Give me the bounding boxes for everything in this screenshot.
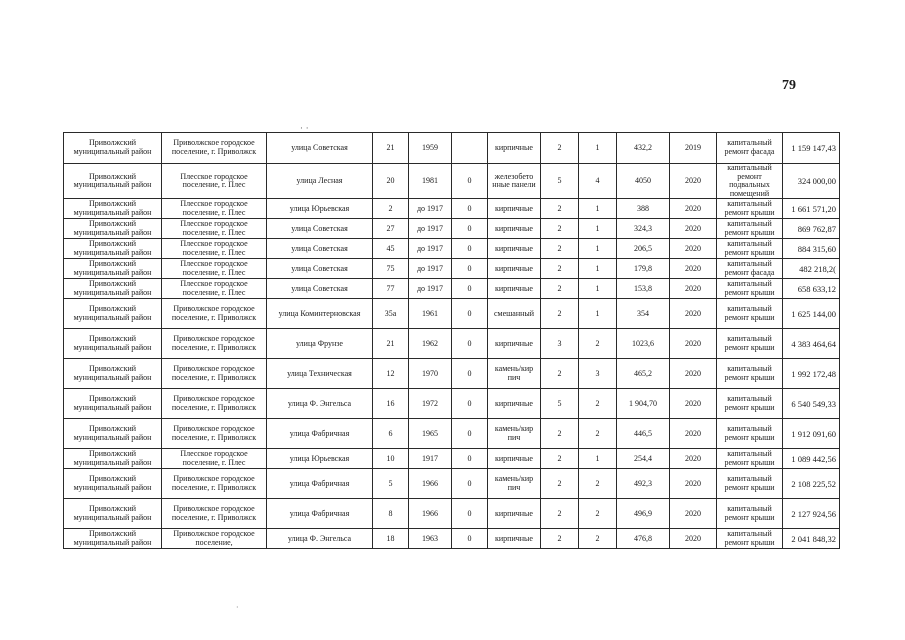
table-row (64, 499, 840, 529)
area-cell: 1 904,70 (617, 389, 670, 419)
build-year-cell: до 1917 (409, 259, 452, 279)
district-cell: Приволжский муниципальный район (64, 359, 162, 389)
table-row (64, 329, 840, 359)
house-number-cell: 5 (373, 469, 409, 499)
entrances-cell: 2 (579, 419, 617, 449)
entrances-cell: 2 (579, 469, 617, 499)
house-number-cell: 21 (373, 133, 409, 164)
cost-cell: 2 108 225,52 (783, 469, 840, 499)
floors-cell: 2 (541, 299, 579, 329)
build-year-cell: 1963 (409, 529, 452, 549)
floors-cell: 2 (541, 239, 579, 259)
area-cell: 1023,6 (617, 329, 670, 359)
cost-cell: 324 000,00 (783, 164, 840, 199)
plan-year-cell: 2020 (670, 199, 717, 219)
area-cell: 476,8 (617, 529, 670, 549)
area-cell: 206,5 (617, 239, 670, 259)
cost-cell: 4 383 464,64 (783, 329, 840, 359)
district-cell: Приволжский муниципальный район (64, 279, 162, 299)
settlement-cell: Плесское городское поселение, г. Плес (162, 279, 267, 299)
table-row (64, 359, 840, 389)
table-row (64, 279, 840, 299)
cost-cell: 6 540 549,33 (783, 389, 840, 419)
zero-value-cell: 0 (452, 239, 488, 259)
floors-cell: 2 (541, 529, 579, 549)
area-cell: 179,8 (617, 259, 670, 279)
area-cell: 4050 (617, 164, 670, 199)
build-year-cell: 1981 (409, 164, 452, 199)
floors-cell: 5 (541, 164, 579, 199)
work-type-cell: капитальный ремонт крыши (717, 529, 783, 549)
street-cell: улица Советская (267, 133, 373, 164)
floors-cell: 2 (541, 279, 579, 299)
area-cell: 254,4 (617, 449, 670, 469)
build-year-cell: 1966 (409, 469, 452, 499)
entrances-cell: 3 (579, 359, 617, 389)
area-cell: 324,3 (617, 219, 670, 239)
settlement-cell: Приволжское городское поселение, г. Приволжск (162, 419, 267, 449)
scan-artifact-footer: · (236, 603, 239, 612)
settlement-cell: Плесское городское поселение, г. Плес (162, 219, 267, 239)
zero-value-cell: 0 (452, 219, 488, 239)
area-cell: 432,2 (617, 133, 670, 164)
entrances-cell: 2 (579, 499, 617, 529)
area-cell: 492,3 (617, 469, 670, 499)
entrances-cell: 1 (579, 199, 617, 219)
area-cell: 153,8 (617, 279, 670, 299)
entrances-cell: 1 (579, 299, 617, 329)
district-cell: Приволжский муниципальный район (64, 199, 162, 219)
house-number-cell: 6 (373, 419, 409, 449)
floors-cell: 2 (541, 359, 579, 389)
plan-year-cell: 2020 (670, 329, 717, 359)
settlement-cell: Приволжское городское поселение, г. Приволжск (162, 499, 267, 529)
scan-artifact-dots: · · (300, 124, 309, 134)
wall-material-cell: кирпичные (488, 133, 541, 164)
plan-year-cell: 2020 (670, 164, 717, 199)
wall-material-cell: кирпичные (488, 199, 541, 219)
floors-cell: 2 (541, 133, 579, 164)
street-cell: улица Советская (267, 219, 373, 239)
district-cell: Приволжский муниципальный район (64, 329, 162, 359)
house-number-cell: 35а (373, 299, 409, 329)
wall-material-cell: кирпичные (488, 259, 541, 279)
street-cell: улица Юрьевская (267, 449, 373, 469)
plan-year-cell: 2020 (670, 469, 717, 499)
district-cell: Приволжский муниципальный район (64, 469, 162, 499)
table-row (64, 449, 840, 469)
work-type-cell: капитальный ремонт крыши (717, 219, 783, 239)
zero-value-cell: 0 (452, 279, 488, 299)
work-type-cell: капитальный ремонт крыши (717, 299, 783, 329)
plan-year-cell: 2020 (670, 419, 717, 449)
cost-cell: 869 762,87 (783, 219, 840, 239)
street-cell: улица Фабричная (267, 469, 373, 499)
floors-cell: 2 (541, 449, 579, 469)
cost-cell: 1 661 571,20 (783, 199, 840, 219)
area-cell: 496,9 (617, 499, 670, 529)
settlement-cell: Плесское городское поселение, г. Плес (162, 449, 267, 469)
floors-cell: 5 (541, 389, 579, 419)
street-cell: улица Фрунзе (267, 329, 373, 359)
wall-material-cell: камень/кир пич (488, 359, 541, 389)
work-type-cell: капитальный ремонт крыши (717, 279, 783, 299)
wall-material-cell: камень/кир пич (488, 419, 541, 449)
table-row (64, 389, 840, 419)
work-type-cell: капитальный ремонт крыши (717, 449, 783, 469)
street-cell: улица Ф. Энгельса (267, 529, 373, 549)
cost-cell: 2 127 924,56 (783, 499, 840, 529)
street-cell: улица Фабричная (267, 499, 373, 529)
table-row (64, 419, 840, 449)
house-number-cell: 2 (373, 199, 409, 219)
settlement-cell: Приволжское городское поселение, (162, 529, 267, 549)
wall-material-cell: смешанный (488, 299, 541, 329)
build-year-cell: 1961 (409, 299, 452, 329)
build-year-cell: 1972 (409, 389, 452, 419)
entrances-cell: 1 (579, 239, 617, 259)
work-type-cell: капитальный ремонт крыши (717, 329, 783, 359)
work-type-cell: капитальный ремонт крыши (717, 499, 783, 529)
plan-year-cell: 2020 (670, 359, 717, 389)
district-cell: Приволжский муниципальный район (64, 133, 162, 164)
settlement-cell: Плесское городское поселение, г. Плес (162, 164, 267, 199)
wall-material-cell: железобето нные панели (488, 164, 541, 199)
floors-cell: 3 (541, 329, 579, 359)
house-number-cell: 10 (373, 449, 409, 469)
house-number-cell: 77 (373, 279, 409, 299)
house-number-cell: 27 (373, 219, 409, 239)
cost-cell: 482 218,2( (783, 259, 840, 279)
work-type-cell: капитальный ремонт подвальных помещений (717, 164, 783, 199)
district-cell: Приволжский муниципальный район (64, 529, 162, 549)
house-number-cell: 8 (373, 499, 409, 529)
wall-material-cell: кирпичные (488, 279, 541, 299)
zero-value-cell: 0 (452, 419, 488, 449)
table-row (64, 259, 840, 279)
zero-value-cell: 0 (452, 449, 488, 469)
area-cell: 465,2 (617, 359, 670, 389)
build-year-cell: 1959 (409, 133, 452, 164)
street-cell: улица Коминтерновская (267, 299, 373, 329)
floors-cell: 2 (541, 219, 579, 239)
build-year-cell: 1966 (409, 499, 452, 529)
build-year-cell: до 1917 (409, 239, 452, 259)
settlement-cell: Приволжское городское поселение, г. Приволжск (162, 359, 267, 389)
plan-year-cell: 2020 (670, 529, 717, 549)
street-cell: улица Советская (267, 259, 373, 279)
floors-cell: 2 (541, 469, 579, 499)
floors-cell: 2 (541, 419, 579, 449)
zero-value-cell: 0 (452, 389, 488, 419)
entrances-cell: 1 (579, 279, 617, 299)
zero-value-cell: 0 (452, 359, 488, 389)
build-year-cell: до 1917 (409, 199, 452, 219)
table-row (64, 299, 840, 329)
plan-year-cell: 2020 (670, 499, 717, 529)
cost-cell: 1 625 144,00 (783, 299, 840, 329)
zero-value-cell: 0 (452, 164, 488, 199)
entrances-cell: 4 (579, 164, 617, 199)
work-type-cell: капитальный ремонт фасада (717, 133, 783, 164)
table-row (64, 164, 840, 199)
table-body (64, 133, 840, 549)
street-cell: улица Советская (267, 239, 373, 259)
district-cell: Приволжский муниципальный район (64, 164, 162, 199)
zero-value-cell: 0 (452, 499, 488, 529)
house-number-cell: 18 (373, 529, 409, 549)
district-cell: Приволжский муниципальный район (64, 499, 162, 529)
plan-year-cell: 2020 (670, 389, 717, 419)
work-type-cell: капитальный ремонт крыши (717, 469, 783, 499)
district-cell: Приволжский муниципальный район (64, 259, 162, 279)
wall-material-cell: кирпичные (488, 329, 541, 359)
table-row (64, 133, 840, 164)
housing-repair-table (63, 132, 840, 549)
work-type-cell: капитальный ремонт крыши (717, 239, 783, 259)
district-cell: Приволжский муниципальный район (64, 419, 162, 449)
settlement-cell: Приволжское городское поселение, г. Приволжск (162, 299, 267, 329)
build-year-cell: до 1917 (409, 279, 452, 299)
settlement-cell: Приволжское городское поселение, г. Приволжск (162, 133, 267, 164)
house-number-cell: 21 (373, 329, 409, 359)
district-cell: Приволжский муниципальный район (64, 389, 162, 419)
wall-material-cell: кирпичные (488, 499, 541, 529)
work-type-cell: капитальный ремонт крыши (717, 359, 783, 389)
table-row (64, 219, 840, 239)
settlement-cell: Приволжское городское поселение, г. Приволжск (162, 329, 267, 359)
entrances-cell: 1 (579, 259, 617, 279)
wall-material-cell: кирпичные (488, 389, 541, 419)
work-type-cell: капитальный ремонт крыши (717, 389, 783, 419)
zero-value-cell: 0 (452, 199, 488, 219)
street-cell: улица Техническая (267, 359, 373, 389)
area-cell: 354 (617, 299, 670, 329)
zero-value-cell: 0 (452, 299, 488, 329)
entrances-cell: 2 (579, 529, 617, 549)
cost-cell: 658 633,12 (783, 279, 840, 299)
cost-cell: 1 159 147,43 (783, 133, 840, 164)
zero-value-cell: 0 (452, 469, 488, 499)
cost-cell: 1 912 091,60 (783, 419, 840, 449)
settlement-cell: Плесское городское поселение, г. Плес (162, 259, 267, 279)
wall-material-cell: кирпичные (488, 239, 541, 259)
wall-material-cell: кирпичные (488, 219, 541, 239)
cost-cell: 884 315,60 (783, 239, 840, 259)
plan-year-cell: 2020 (670, 299, 717, 329)
street-cell: улица Фабричная (267, 419, 373, 449)
district-cell: Приволжский муниципальный район (64, 449, 162, 469)
build-year-cell: 1970 (409, 359, 452, 389)
build-year-cell: до 1917 (409, 219, 452, 239)
plan-year-cell: 2020 (670, 449, 717, 469)
table-row (64, 199, 840, 219)
build-year-cell: 1962 (409, 329, 452, 359)
wall-material-cell: кирпичные (488, 529, 541, 549)
work-type-cell: капитальный ремонт крыши (717, 199, 783, 219)
entrances-cell: 1 (579, 133, 617, 164)
table-row (64, 239, 840, 259)
entrances-cell: 2 (579, 329, 617, 359)
floors-cell: 2 (541, 199, 579, 219)
street-cell: улица Ф. Энгельса (267, 389, 373, 419)
area-cell: 446,5 (617, 419, 670, 449)
work-type-cell: капитальный ремонт крыши (717, 419, 783, 449)
street-cell: улица Советская (267, 279, 373, 299)
entrances-cell: 1 (579, 219, 617, 239)
house-number-cell: 12 (373, 359, 409, 389)
table-row (64, 469, 840, 499)
plan-year-cell: 2020 (670, 239, 717, 259)
house-number-cell: 20 (373, 164, 409, 199)
plan-year-cell: 2020 (670, 219, 717, 239)
plan-year-cell: 2019 (670, 133, 717, 164)
zero-value-cell (452, 133, 488, 164)
house-number-cell: 45 (373, 239, 409, 259)
street-cell: улица Лесная (267, 164, 373, 199)
entrances-cell: 1 (579, 449, 617, 469)
build-year-cell: 1965 (409, 419, 452, 449)
settlement-cell: Приволжское городское поселение, г. Приволжск (162, 389, 267, 419)
house-number-cell: 75 (373, 259, 409, 279)
zero-value-cell: 0 (452, 329, 488, 359)
page-number: 79 (782, 78, 796, 93)
settlement-cell: Плесское городское поселение, г. Плес (162, 239, 267, 259)
area-cell: 388 (617, 199, 670, 219)
zero-value-cell: 0 (452, 529, 488, 549)
floors-cell: 2 (541, 259, 579, 279)
work-type-cell: капитальный ремонт фасада (717, 259, 783, 279)
plan-year-cell: 2020 (670, 279, 717, 299)
wall-material-cell: кирпичные (488, 449, 541, 469)
street-cell: улица Юрьевская (267, 199, 373, 219)
floors-cell: 2 (541, 499, 579, 529)
settlement-cell: Плесское городское поселение, г. Плес (162, 199, 267, 219)
cost-cell: 1 992 172,48 (783, 359, 840, 389)
wall-material-cell: камень/кир пич (488, 469, 541, 499)
table-row (64, 529, 840, 549)
zero-value-cell: 0 (452, 259, 488, 279)
build-year-cell: 1917 (409, 449, 452, 469)
settlement-cell: Приволжское городское поселение, г. Приволжск (162, 469, 267, 499)
house-number-cell: 16 (373, 389, 409, 419)
cost-cell: 1 089 442,56 (783, 449, 840, 469)
entrances-cell: 2 (579, 389, 617, 419)
district-cell: Приволжский муниципальный район (64, 299, 162, 329)
district-cell: Приволжский муниципальный район (64, 239, 162, 259)
cost-cell: 2 041 848,32 (783, 529, 840, 549)
plan-year-cell: 2020 (670, 259, 717, 279)
district-cell: Приволжский муниципальный район (64, 219, 162, 239)
